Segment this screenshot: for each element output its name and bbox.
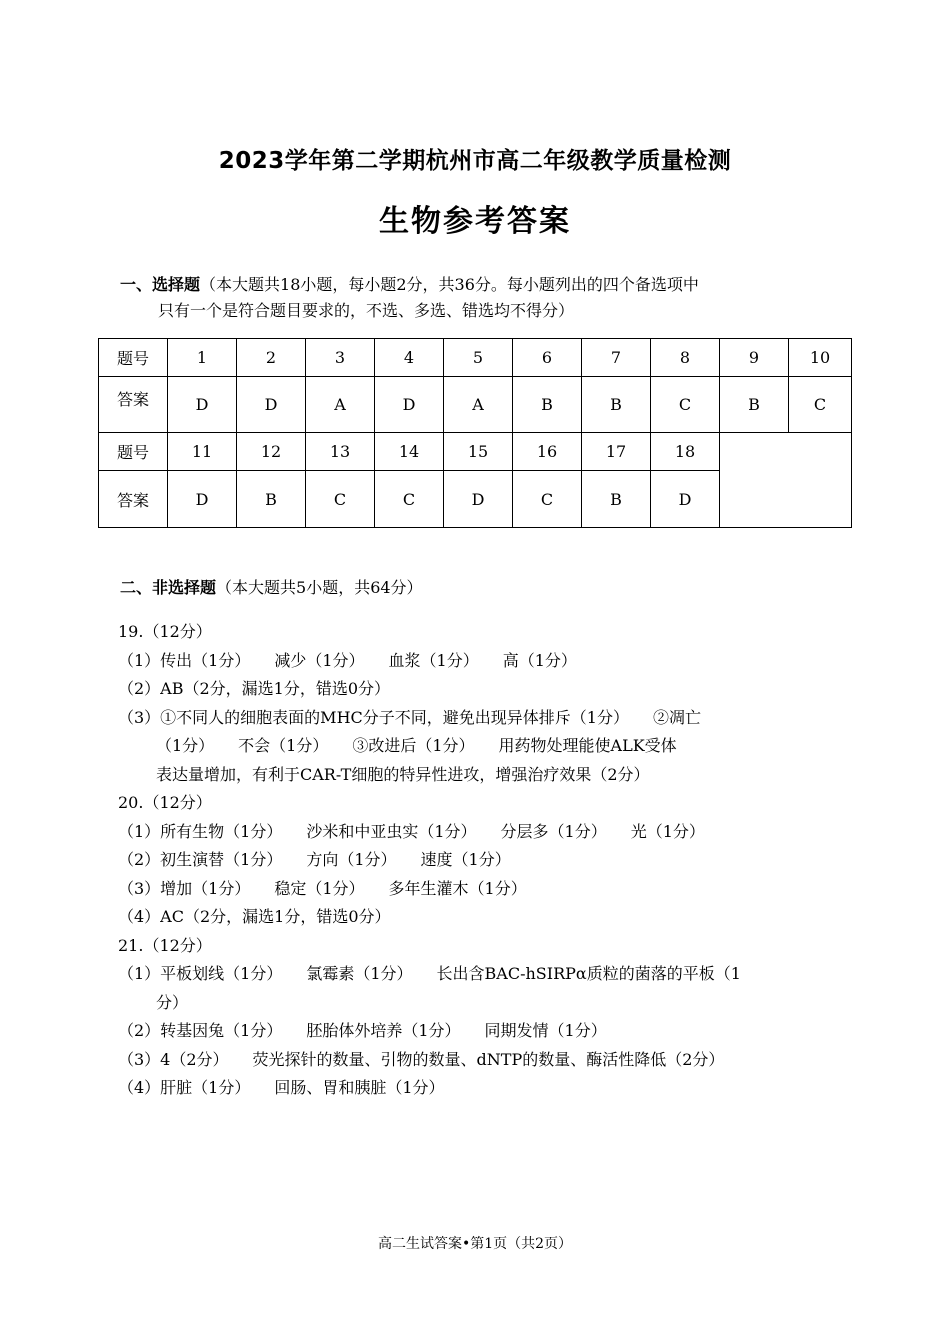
table-cell: 2: [237, 339, 306, 377]
table-cell: A: [444, 377, 513, 433]
table-cell: 14: [375, 433, 444, 471]
table-cell: B: [237, 471, 306, 528]
document-title: 2023学年第二学期杭州市高二年级教学质量检测: [218, 148, 732, 174]
table-cell: C: [651, 377, 720, 433]
table-cell: D: [237, 377, 306, 433]
table-cell: B: [513, 377, 582, 433]
empty-cell: [720, 433, 852, 528]
table-cell: 18: [651, 433, 720, 471]
section1-heading: 一、选择题: [120, 275, 201, 294]
question-heading: 20.（12分）: [118, 793, 212, 812]
table-cell: D: [168, 471, 237, 528]
table-cell: 11: [168, 433, 237, 471]
table-cell: 17: [582, 433, 651, 471]
answer-line: （3）4（2分） 荧光探针的数量、引物的数量、dNTP的数量、酶活性降低（2分）: [118, 1049, 725, 1069]
answer-table: [98, 338, 852, 528]
answer-label: 答案: [99, 471, 168, 528]
table-cell: 1: [168, 339, 237, 377]
table-cell: 8: [651, 339, 720, 377]
table-cell: D: [375, 377, 444, 433]
table-cell: 6: [513, 339, 582, 377]
answer-line: （2）AB（2分，漏选1分，错选0分）: [118, 679, 391, 698]
table-cell: C: [306, 471, 375, 528]
answer-line: 分）: [156, 992, 189, 1012]
answer-line: （1）所有生物（1分） 沙米和中亚虫实（1分） 分层多（1分） 光（1分）: [118, 821, 705, 841]
section1-desc-line2: 只有一个是符合题目要求的，不选、多选、错选均不得分）: [158, 301, 575, 320]
table-cell: C: [375, 471, 444, 528]
question-label: 题号: [99, 433, 168, 471]
table-row: [99, 377, 852, 433]
table-cell: 12: [237, 433, 306, 471]
table-cell: A: [306, 377, 375, 433]
section2-desc: （本大题共5小题，共64分）: [216, 578, 423, 597]
table-row: [99, 433, 852, 471]
table-cell: D: [168, 377, 237, 433]
question-label: 题号: [99, 339, 168, 377]
answer-line: （1）平板划线（1分） 氯霉素（1分） 长出含BAC-hSIRPα质粒的菌落的平板（1: [118, 964, 741, 983]
table-cell: 10: [789, 339, 852, 377]
answer-line: （2）初生演替（1分） 方向（1分） 速度（1分）: [118, 850, 511, 869]
answer-line: （3）①不同人的细胞表面的MHC分子不同，避免出现异体排斥（1分） ②凋亡: [118, 707, 701, 727]
answer-line: （1分） 不会（1分） ③改进后（1分） 用药物处理能使ALK受体: [156, 736, 677, 755]
table-cell: 3: [306, 339, 375, 377]
section2-heading: 二、非选择题: [120, 578, 217, 597]
answer-line: （1）传出（1分） 减少（1分） 血浆（1分） 高（1分）: [118, 650, 577, 670]
answer-content: [118, 618, 838, 1103]
question-heading: 21.（12分）: [118, 935, 212, 955]
table-cell: 13: [306, 433, 375, 471]
table-cell: D: [444, 471, 513, 528]
section1-header: [120, 272, 840, 324]
section2-header: [120, 575, 840, 601]
table-cell: D: [651, 471, 720, 528]
table-cell: B: [720, 377, 789, 433]
page-footer: 高二生试答案•第1页（共2页）: [377, 1236, 573, 1252]
answer-line: （4）AC（2分，漏选1分，错选0分）: [118, 907, 391, 926]
answer-line: 表达量增加，有利于CAR-T细胞的特异性进攻，增强治疗效果（2分）: [156, 764, 650, 784]
question-heading: 19.（12分）: [118, 622, 212, 641]
table-cell: 15: [444, 433, 513, 471]
section1-desc-line1: （本大题共18小题，每小题2分，共36分。每小题列出的四个备选项中: [200, 275, 699, 294]
table-cell: 7: [582, 339, 651, 377]
table-cell: 4: [375, 339, 444, 377]
answer-line: （4）肝脏（1分） 回肠、胃和胰脏（1分）: [118, 1078, 445, 1097]
table-cell: 5: [444, 339, 513, 377]
document-subtitle: 生物参考答案: [379, 204, 571, 239]
table-cell: C: [513, 471, 582, 528]
answer-line: （2）转基因兔（1分） 胚胎体外培养（1分） 同期发情（1分）: [118, 1021, 607, 1040]
table-cell: 16: [513, 433, 582, 471]
table-row: [99, 339, 852, 377]
table-cell: 9: [720, 339, 789, 377]
answer-label: 答案: [99, 377, 168, 433]
table-cell: B: [582, 377, 651, 433]
table-cell: B: [582, 471, 651, 528]
table-cell: C: [789, 377, 852, 433]
answer-line: （3）增加（1分） 稳定（1分） 多年生灌木（1分）: [118, 878, 527, 898]
